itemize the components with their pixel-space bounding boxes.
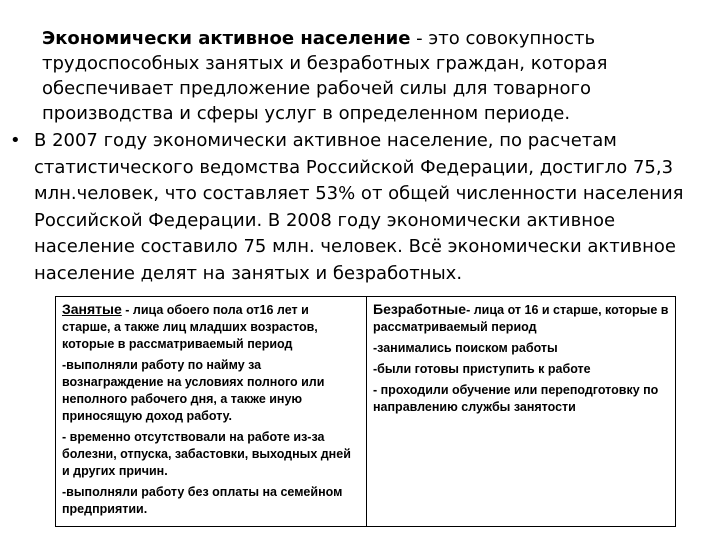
unemployed-item: -были готовы приступить к работе xyxy=(373,362,591,376)
table-row xyxy=(56,297,676,527)
intro-term: Экономически активное население xyxy=(42,28,411,49)
employed-heading xyxy=(62,301,360,353)
bullet-icon: • xyxy=(10,130,21,151)
bullet-text: В 2007 году экономически активное население, по расчетам статистического ведомства Российской Федерации, достигло 75,3 млн.человек, что составляет 53% от общей численности населения Российской Федерации. В 2008 году экономически активное население составило 75 млн. человек. Всё экономически активное население делят на занятых и безработных. xyxy=(34,130,684,284)
unemployed-heading xyxy=(373,301,669,336)
unemployed-definition: - лица от 16 и старше, которые в рассматриваемый период xyxy=(373,303,669,334)
employed-item: -выполняли работу без оплаты на семейном предприятии. xyxy=(62,485,343,516)
intro-paragraph xyxy=(42,26,682,126)
employed-cell xyxy=(56,297,367,527)
employed-item: -выполняли работу по найму за вознаграждение на условиях полного или неполного рабочего дня, а также иную приносящую доход работу. xyxy=(62,358,325,423)
definitions-table xyxy=(55,296,676,527)
employed-definition: - лица обоего пола от16 лет и старше, а также лиц младших возрастов, которые в рассматриваемый период xyxy=(62,303,318,351)
employed-item: - временно отсутствовали на работе из-за болезни, отпуска, забастовки, выходных дней и других причин. xyxy=(62,430,351,478)
employed-term: Занятые xyxy=(62,301,122,317)
unemployed-term: Безработные xyxy=(373,301,467,317)
unemployed-item: -занимались поиском работы xyxy=(373,341,558,355)
intro-definition: - это совокупность трудоспособных занятых и безработных граждан, которая обеспечивает предложение рабочей силы для товарного производства и сферы услуг в определенном периоде. xyxy=(42,28,608,124)
bullet-item xyxy=(10,128,710,287)
unemployed-item: - проходили обучение или переподготовку по направлению службы занятости xyxy=(373,383,659,414)
unemployed-cell xyxy=(367,297,676,527)
